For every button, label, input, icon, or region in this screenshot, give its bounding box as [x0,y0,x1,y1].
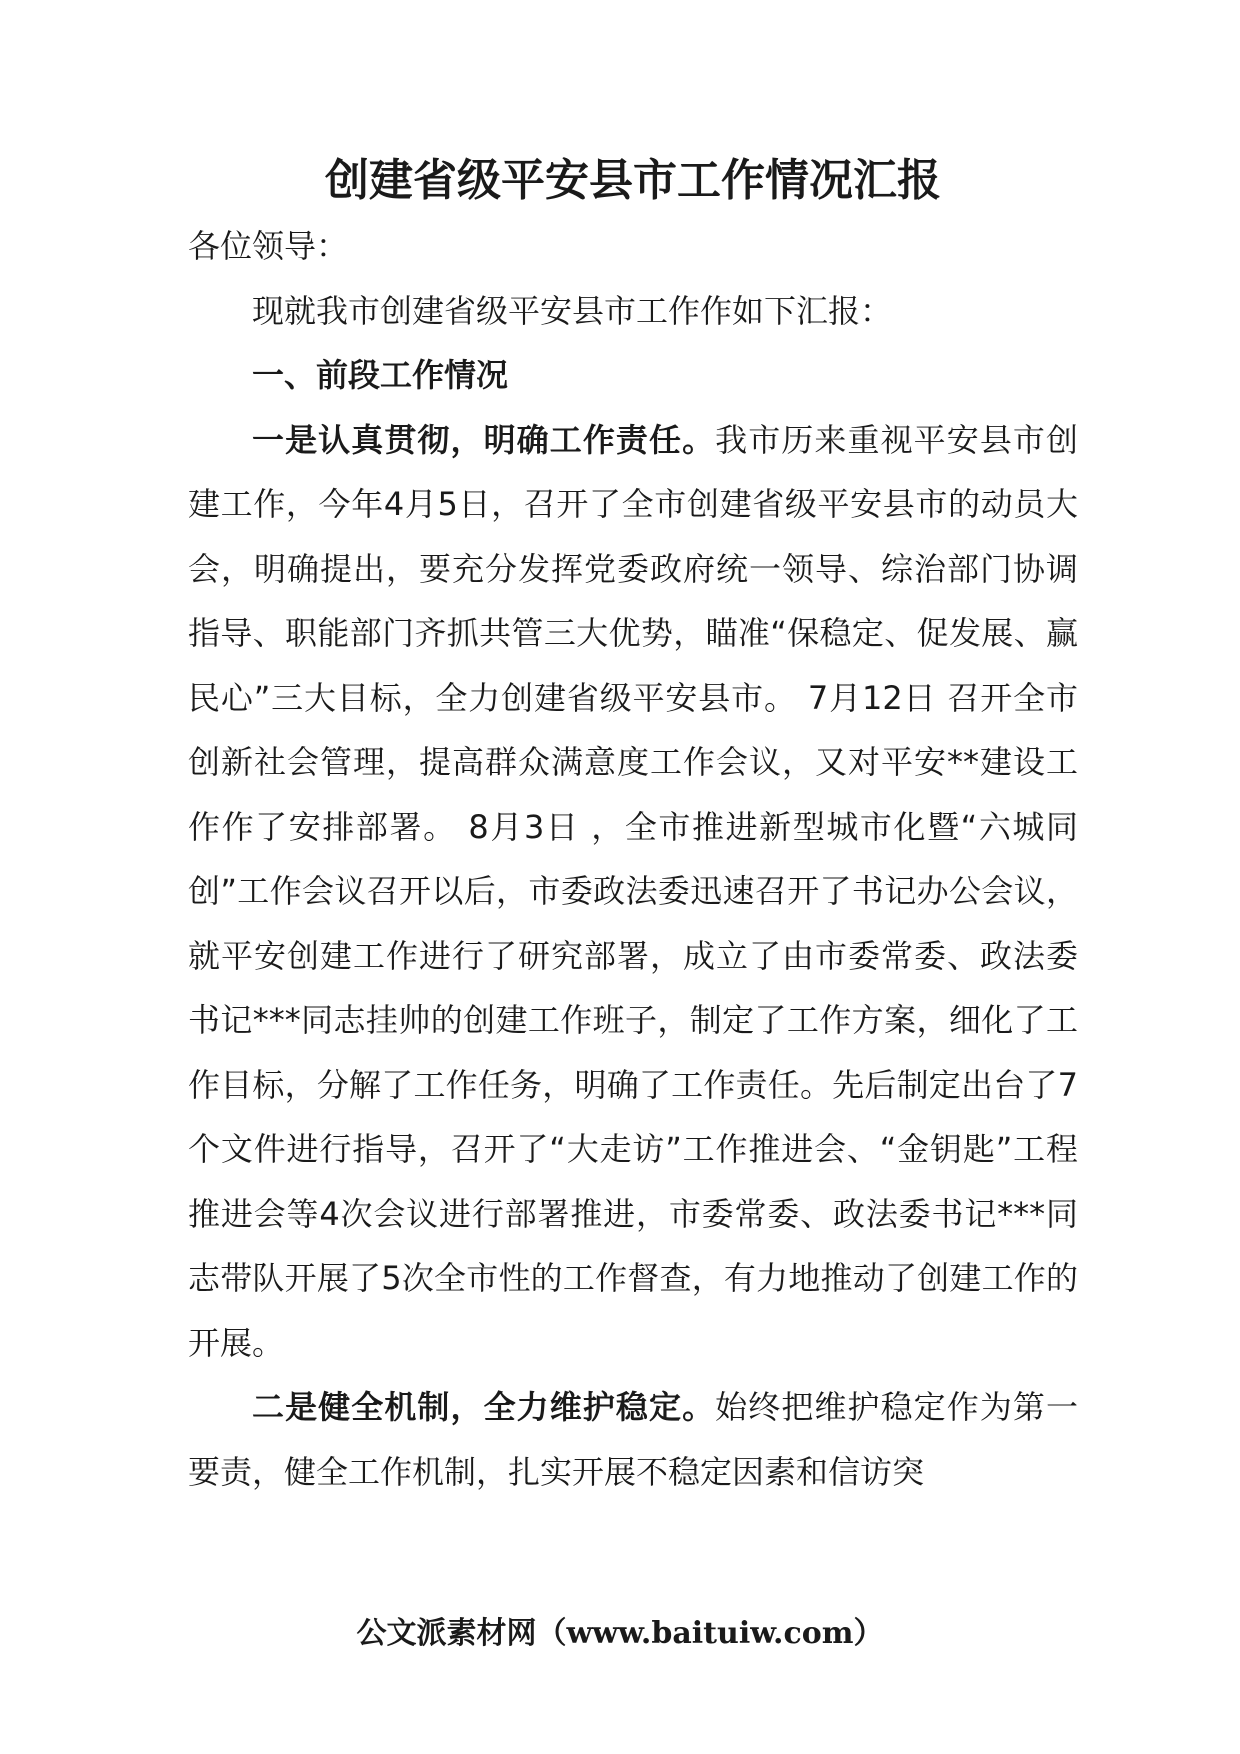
paragraph-2-body: 始终把维护稳定作为第一要责，健全工作机制，扎实开展不稳定因素和信访突 [188,1388,1078,1491]
paragraph-2 [188,1375,1078,1504]
paragraph-1 [188,408,1078,1376]
footer-watermark: 公文派素材网（www.baituiw.com） [356,1616,884,1651]
salutation: 各位领导： [188,227,349,265]
intro-paragraph: 现就我市创建省级平安县市工作作如下汇报： [252,291,893,330]
paragraph-1-body: 我市历来重视平安县市创建工作，今年4月5日，召开了全市创建省级平安县市的动员大会，明确提出，要充分发挥党委政府统一领导、综治部门协调指导、职能部门齐抓共管三大优势，瞄准“保稳定、促发展、赢民心”三大目标，全力创建省级平安县市。 7月12日 召开全市创新社会管理，提高群众满意度工作会议，又对平安**建设工作作了安排部署。 8月3日 ，全市推进新型城市化暨“六城同创”工作会议召开以后，市委政法委迅速召开了书记办公会议，就平安创建工作进行了研究部署，成立了由市委常委、政法委书记***同志挂帅的创建工作班子，制定了工作方案，细化了工作目标，分解了工作任务，明确了工作责任。先后制定出台了7个文件进行指导，召开了“大走访”工作推进会、“金钥匙”工程推进会等4次会议进行部署推进，市委常委、政法委书记***同志带队开展了5次全市性的工作督查，有力地推动了创建工作的开展。 [188,420,1078,1362]
paragraph-1-lead: 一是认真贯彻，明确工作责任。 [252,420,716,459]
document-title: 创建省级平安县市工作情况汇报 [325,155,941,206]
paragraph-2-lead: 二是健全机制，全力维护稳定。 [252,1388,716,1426]
document-page [188,150,1078,1504]
section-heading: 一、前段工作情况 [252,356,509,394]
